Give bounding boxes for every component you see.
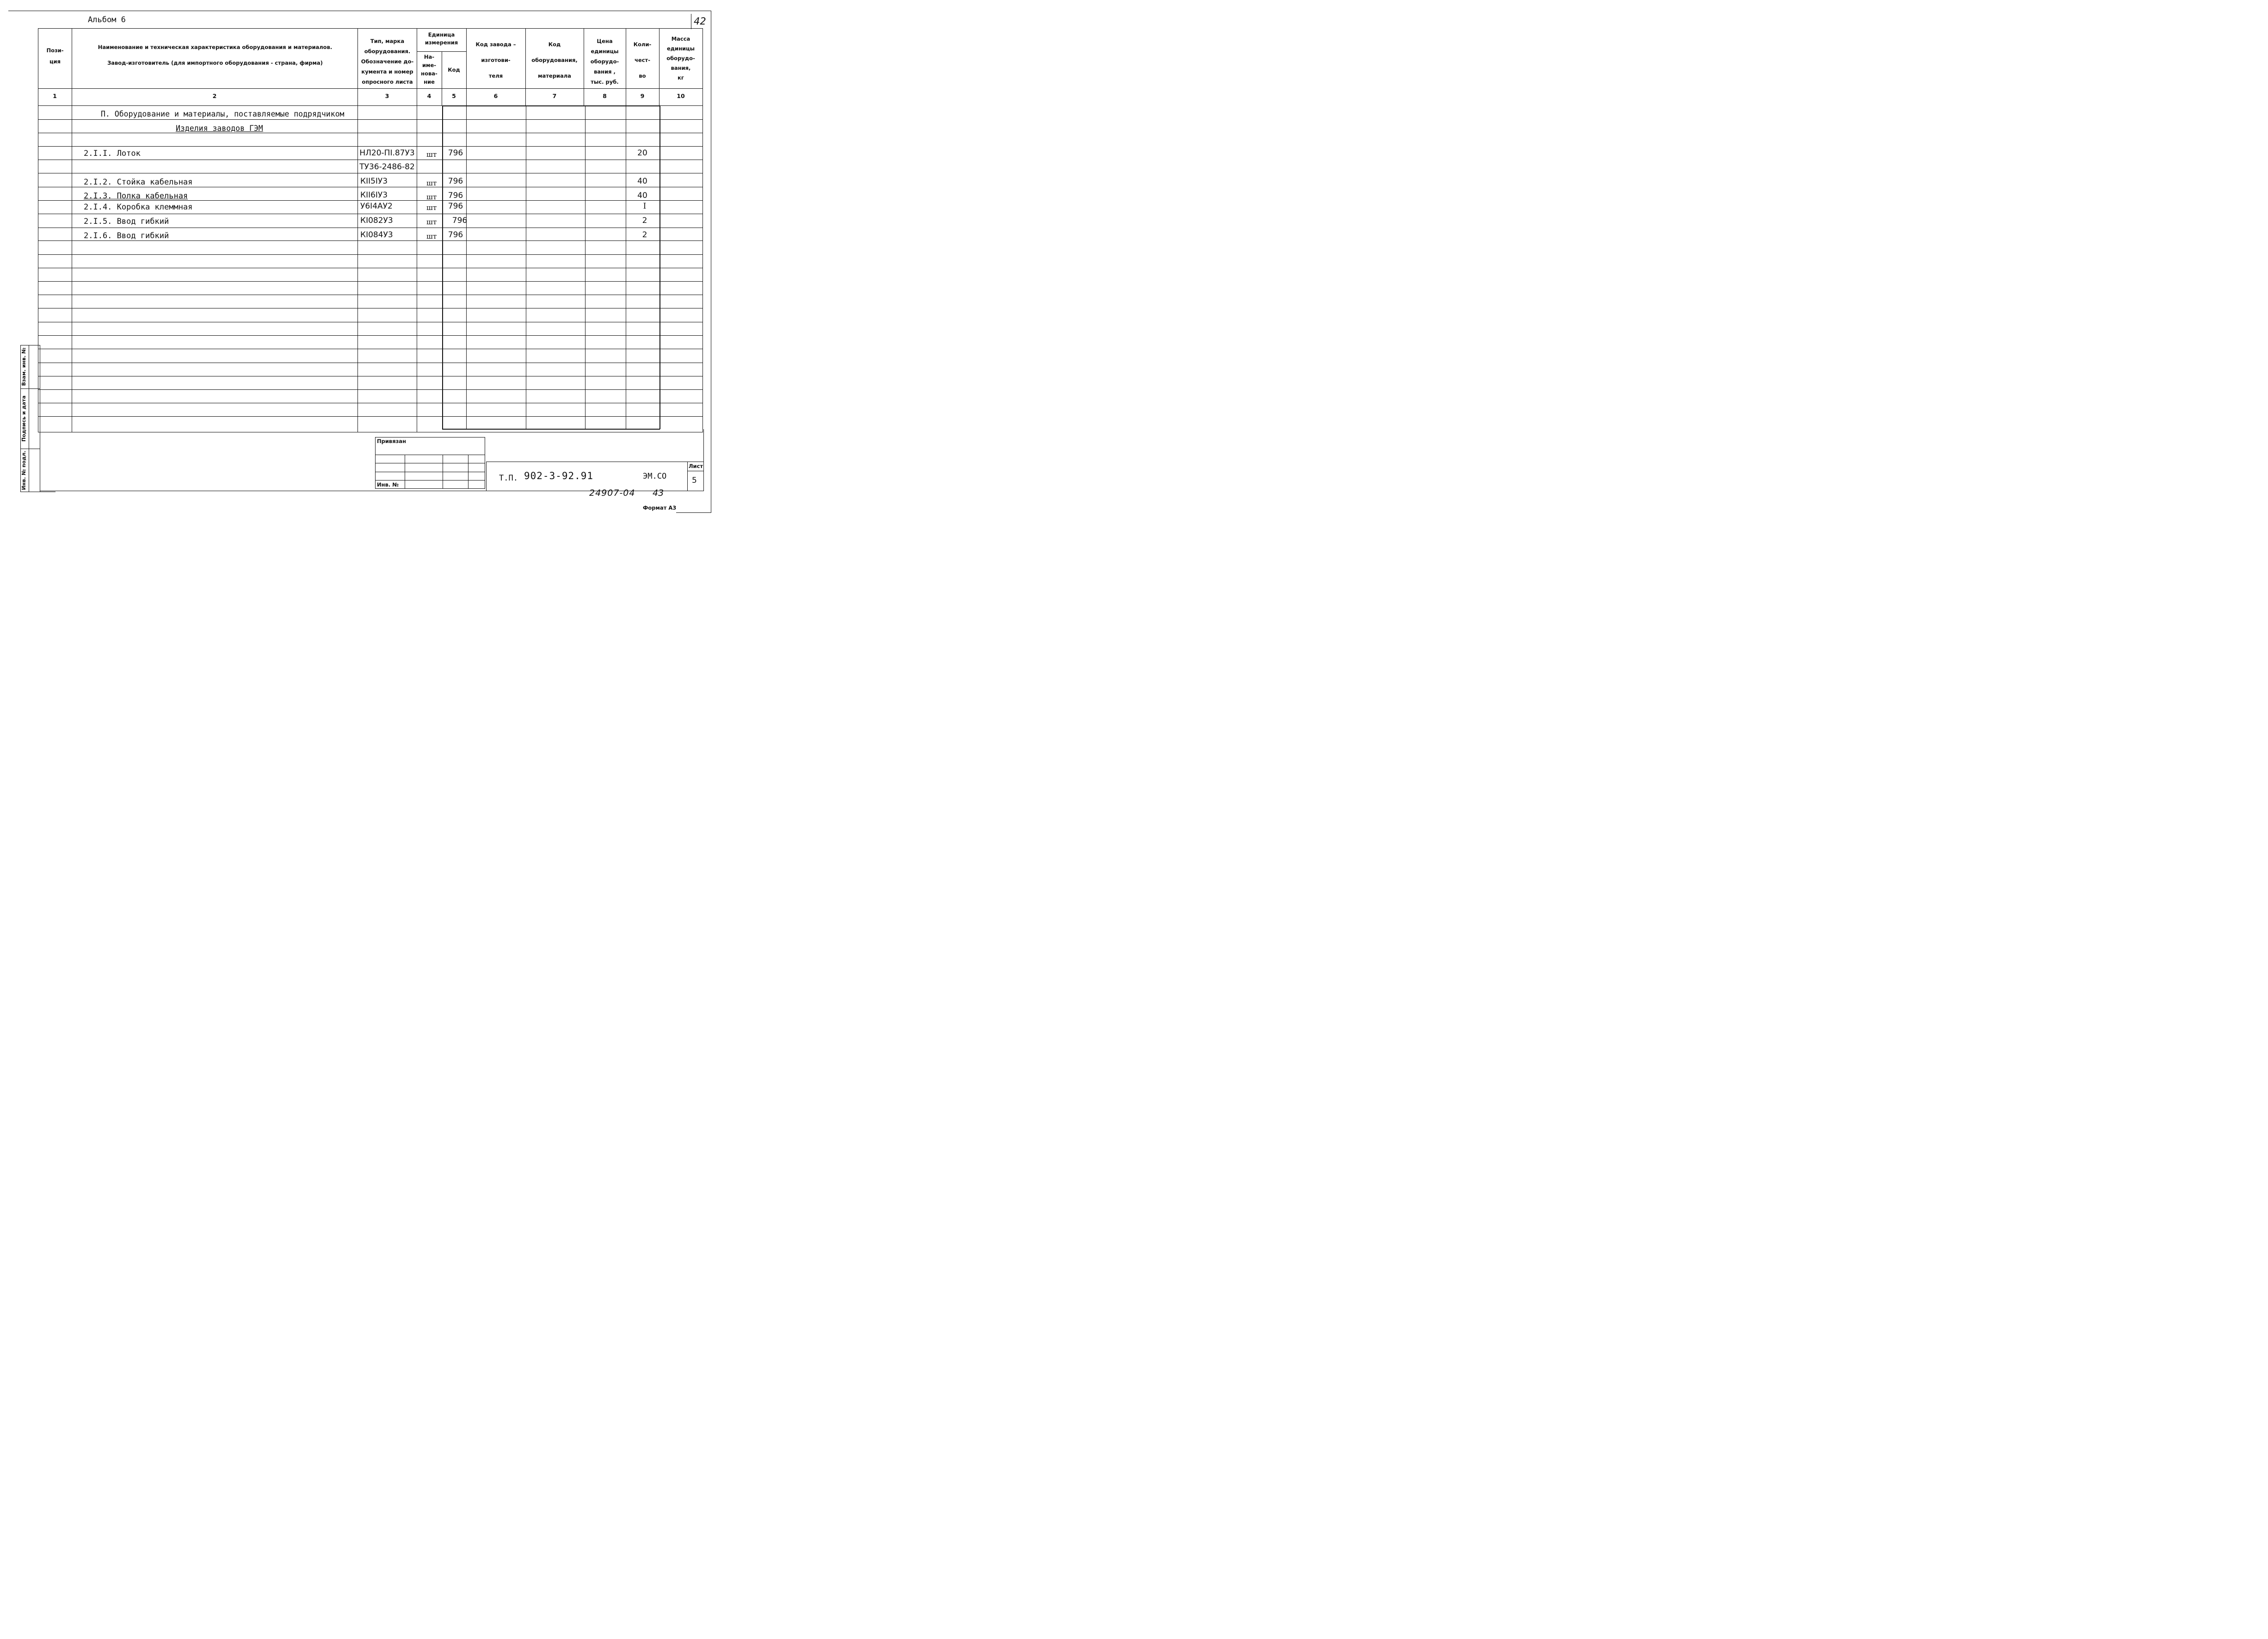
- item-type: НЛ20-ПI.87У3: [359, 148, 415, 158]
- row-line: [38, 389, 703, 390]
- header-unit-code: Код: [448, 67, 460, 73]
- item-type: КI084У3: [360, 230, 393, 240]
- archive-sheet: 43: [653, 488, 664, 498]
- item-name: 2.I.6. Ввод гибкий: [84, 231, 169, 240]
- binding-stamp-bottom: [375, 488, 485, 489]
- column-number: 2: [212, 92, 217, 99]
- column-number: 6: [493, 92, 498, 99]
- item-unit: шт: [426, 203, 437, 212]
- header-equipment-code: Код оборудования, материала: [531, 41, 578, 79]
- header-type: Тип, марка оборудования. Обозначение до- кумента и номер опросного листа: [361, 38, 414, 85]
- row-line: [38, 146, 703, 147]
- item-type: КI082У3: [360, 216, 393, 225]
- item-unit-code: 796: [448, 191, 463, 200]
- row-line: [38, 119, 703, 120]
- item-unit-code: 796: [448, 230, 463, 240]
- item-type: КII6IУ3: [360, 191, 388, 200]
- item-quantity: 40: [637, 191, 647, 200]
- item-name: 2.I.I. Лоток: [84, 149, 141, 158]
- item-unit: шт: [426, 232, 437, 240]
- item-type: ТУ36-2486-82: [359, 162, 415, 172]
- column-number: 5: [452, 92, 456, 99]
- header-name-line2: Завод-изготовитель (для импортного оборудования - страна, фирма): [107, 60, 323, 66]
- item-type: У6I4АУ2: [360, 202, 393, 211]
- item-quantity: 2: [642, 216, 647, 225]
- item-name: 2.I.5. Ввод гибкий: [84, 217, 169, 226]
- header-unit-price: Цена единицы оборудо- вания , тыс. руб.: [590, 38, 619, 85]
- section-title: П. Оборудование и материалы, поставляемые подрядчиком: [101, 110, 345, 118]
- title-block-left: [486, 462, 487, 491]
- format-label: Формат А3: [643, 505, 677, 511]
- doc-prefix: Т.П.: [499, 474, 518, 483]
- bold-block-top: [442, 105, 660, 106]
- item-unit-code: 796: [448, 148, 463, 158]
- header-name-line1: Наименование и техническая характеристика оборудования и материалов.: [98, 44, 333, 50]
- column-number: 7: [552, 92, 557, 99]
- item-quantity: 2: [642, 230, 647, 240]
- header-bottom-line: [38, 88, 703, 89]
- header-mass: Масса единицы оборудо- вания, кг: [666, 36, 695, 81]
- item-quantity: I: [643, 202, 647, 211]
- doc-code: ЭМ.СО: [643, 472, 667, 481]
- bold-block-bottom: [442, 429, 660, 430]
- header-position: Пози- ция: [46, 47, 64, 65]
- column-number: 4: [427, 92, 431, 99]
- doc-number: 902-3-92.91: [524, 470, 594, 481]
- column-number: 9: [640, 92, 645, 99]
- sheet-number: 5: [692, 476, 697, 485]
- archive-number: 24907-04: [589, 488, 635, 498]
- binding-stamp-label: Привязан: [377, 438, 406, 444]
- col-divider-2: [357, 28, 358, 432]
- header-unit-name: На- име- нова- ние: [421, 54, 438, 85]
- row-line: [38, 335, 703, 336]
- sheet-box-left: [687, 462, 688, 491]
- item-unit: шт: [426, 179, 437, 187]
- side-stamp-inv-zam: Взам. инв. №: [21, 347, 27, 386]
- column-number: 10: [677, 92, 685, 99]
- row-line: [38, 416, 703, 417]
- item-unit-code: 796: [452, 216, 468, 225]
- column-number: 8: [603, 92, 607, 99]
- album-label: Альбом 6: [88, 15, 126, 25]
- side-stamp-inv-podl: Инв. № подл.: [21, 450, 27, 490]
- item-name: 2.I.3. Полка кабельная: [84, 191, 188, 201]
- row-line: [38, 281, 703, 282]
- item-quantity: 40: [637, 177, 647, 186]
- item-unit: шт: [426, 150, 437, 159]
- binding-stamp-inv-label: Инв. №: [377, 481, 399, 488]
- bold-block-right: [659, 105, 660, 429]
- header-factory-code: Код завода – изготови- теля: [475, 41, 516, 79]
- bottom-border: [676, 512, 711, 513]
- column-number: 1: [53, 92, 57, 99]
- binding-stamp-row: [375, 480, 485, 481]
- subsection-title: Изделия заводов ГЭМ: [176, 124, 263, 133]
- sheet-label: Лист: [689, 463, 703, 469]
- side-stamp-sign-date: Подпись и дата: [21, 395, 27, 442]
- item-quantity: 20: [637, 148, 647, 158]
- column-number: 3: [385, 92, 389, 99]
- item-name: 2.I.4. Коробка клеммная: [84, 203, 193, 212]
- item-unit: шт: [426, 218, 437, 226]
- header-quantity: Коли- чест- во: [633, 41, 652, 79]
- table-top-line: [38, 28, 703, 29]
- item-unit-code: 796: [448, 177, 463, 186]
- sheet-corner-number: 42: [694, 16, 706, 27]
- item-type: КII5IУ3: [360, 177, 388, 186]
- row-line: [38, 240, 703, 241]
- header-unit-group: Единица измерения: [425, 31, 458, 46]
- row-line: [38, 254, 703, 255]
- frame-right-inner: [703, 429, 704, 491]
- item-unit-code: 796: [448, 202, 463, 211]
- item-name: 2.I.2. Стойка кабельная: [84, 178, 193, 187]
- item-unit: шт: [426, 193, 437, 201]
